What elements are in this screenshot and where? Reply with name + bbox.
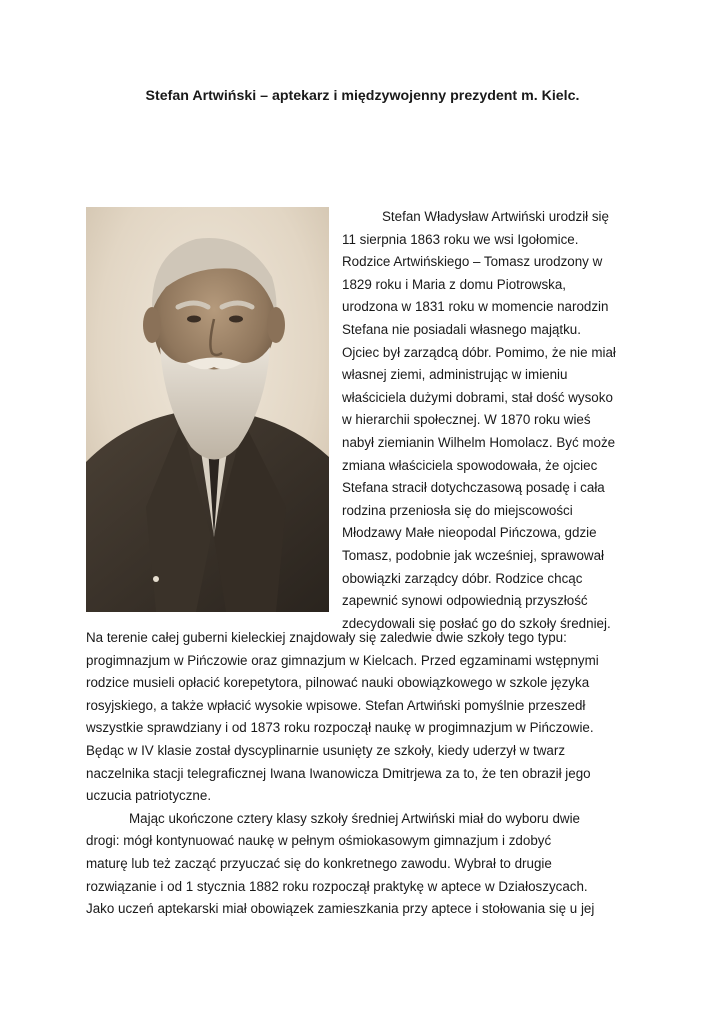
text-line: Ojciec był zarządcą dóbr. Pomimo, że nie miał (342, 344, 616, 360)
text-line: Tomasz, podobnie jak wcześniej, sprawował (342, 547, 604, 563)
text-line: rosyjskiego, a także wpłacić wysokie wpisowe. Stefan Artwiński pomyślnie przeszedł (86, 697, 586, 713)
text-line: Na terenie całej guberni kieleckiej znajdowały się zaledwie dwie szkoły tego typu: (86, 630, 567, 645)
full-width-text (86, 627, 646, 921)
text-line: obowiązki zarządcy dóbr. Rodzice chcąc (342, 570, 583, 586)
text-line: rodzina przeniosła się do miejscowości (342, 502, 573, 518)
text-line: własnej ziemi, administrując w imieniu (342, 367, 568, 383)
text-line: Jako uczeń aptekarski miał obowiązek zamieszkania przy aptece i stołowania się u jej (86, 901, 595, 917)
text-line: uczucia patriotyczne. (86, 788, 212, 804)
text-line: rodzice musieli opłacić korepetytora, pilnować nauki obowiązkowego w szkole języka (86, 675, 590, 691)
text-line: rozwiązanie i od 1 stycznia 1882 roku rozpoczął praktykę w aptece w Działoszycach. (86, 878, 588, 894)
text-line: progimnazjum w Pińczowie oraz gimnazjum w Kielcach. Przed egzaminami wstępnymi (86, 652, 599, 668)
text-line: zdecydowali się posłać go do szkoły średniej. (342, 615, 611, 631)
text-line: nabył ziemianin Wilhelm Homolacz. Być może (342, 434, 616, 450)
text-line: zapewnić synowi odpowiednią przyszłość (342, 593, 588, 609)
text-line: zmiana właściciela spowodowała, że ojciec (342, 457, 598, 473)
portrait-photo (86, 207, 329, 612)
text-line: Stefana nie posiadali własnego majątku. (342, 321, 581, 337)
text-line: naczelnika stacji telegraficznej Iwana Iwanowicza Dmitrjewa za to, że ten obraził jego (86, 765, 591, 781)
text-line: maturę lub też zacząć przyuczać się do konkretnego zawodu. Wybrał to drugie (86, 855, 552, 871)
text-line: Młodzawy Małe nieopodal Pińczowa, gdzie (342, 525, 597, 541)
wrapped-text-column (342, 206, 642, 635)
text-line: Stefan Władysław Artwiński urodził się (382, 209, 609, 224)
text-line: Rodzice Artwińskiego – Tomasz urodzony w (342, 254, 603, 270)
text-line: 1829 roku i Maria z domu Piotrowska, (342, 276, 567, 292)
text-line: wszystkie sprawdziany i od 1873 roku rozpoczął naukę w progimnazjum w Pińczowie. (86, 720, 594, 736)
text-line: Będąc w IV klasie został dyscyplinarnie usunięty ze szkoły, kiedy uderzył w twarz (86, 742, 566, 758)
text-line: 11 sierpnia 1863 roku we wsi Igołomice. (342, 231, 579, 247)
text-line: właściciela dużymi dobrami, stał dość wysoko (342, 389, 613, 405)
text-line: w hierarchii społecznej. W 1870 roku wieś (342, 412, 591, 428)
text-line: urodzona w 1831 roku w momencie narodzin (342, 299, 609, 315)
text-line: drogi: mógł kontynuować naukę w pełnym ośmiokasowym gimnazjum i zdobyć (86, 833, 552, 849)
text-line: Stefana stracił dotychczasową posadę i cała (342, 480, 605, 496)
text-line: Mając ukończone cztery klasy szkoły średniej Artwiński miał do wyboru dwie (129, 810, 580, 826)
portrait-photo-icon (86, 207, 329, 612)
document-title: Stefan Artwiński – aptekarz i międzywojenny prezydent m. Kielc. (145, 88, 580, 104)
